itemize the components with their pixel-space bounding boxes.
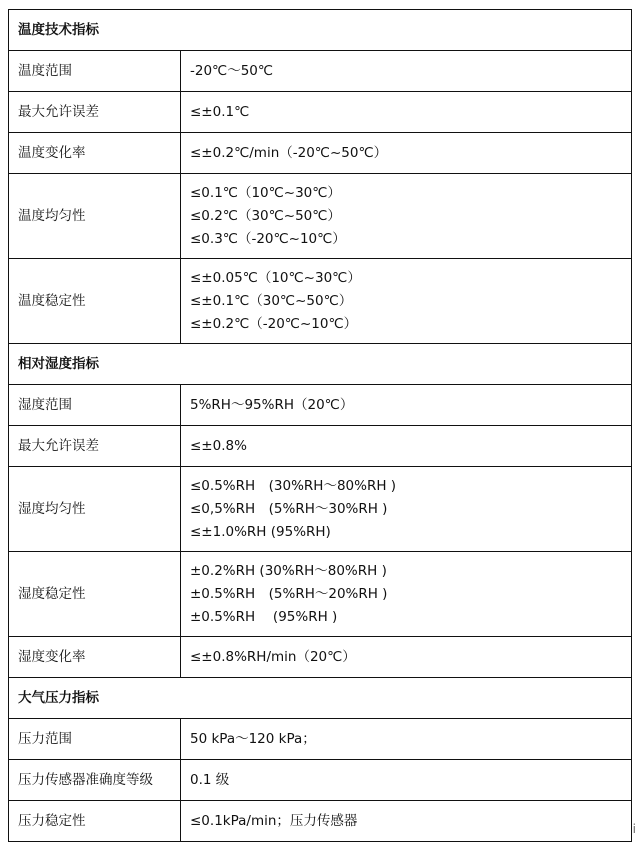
row-value — [181, 385, 632, 426]
value-line: 0.1 级 — [190, 771, 230, 788]
row-label: 温度变化率 — [9, 133, 181, 174]
value-line: ≤0.3℃（-20℃~10℃） — [190, 230, 346, 247]
section-header-pressure — [9, 678, 632, 719]
value-line: ≤0.1kPa/min；压力传感器 — [190, 812, 358, 829]
section-title: 温度技术指标 — [9, 10, 632, 51]
table-row — [9, 259, 632, 344]
section-title: 大气压力指标 — [9, 678, 632, 719]
row-value — [181, 133, 632, 174]
row-label: 最大允许误差 — [9, 426, 181, 467]
row-value — [181, 719, 632, 760]
table-row — [9, 426, 632, 467]
row-value — [181, 552, 632, 637]
table-row — [9, 174, 632, 259]
row-label: 压力传感器准确度等级 — [9, 760, 181, 801]
section-title: 相对湿度指标 — [9, 344, 632, 385]
value-line: -20℃～50℃ — [190, 62, 274, 79]
corner-mark: i — [632, 822, 636, 836]
row-label: 湿度均匀性 — [9, 467, 181, 552]
row-value — [181, 760, 632, 801]
table-row — [9, 760, 632, 801]
row-label: 湿度稳定性 — [9, 552, 181, 637]
section-header-temperature — [9, 10, 632, 51]
value-line: ≤0,5%RH (5%RH～30%RH ) — [190, 500, 388, 517]
value-line: ≤0.2℃（30℃~50℃） — [190, 207, 341, 224]
table-row — [9, 719, 632, 760]
section-header-humidity — [9, 344, 632, 385]
table-row — [9, 801, 632, 842]
row-value — [181, 426, 632, 467]
row-value — [181, 174, 632, 259]
value-line: ≤±0.1℃（30℃~50℃） — [190, 292, 353, 309]
table-row — [9, 552, 632, 637]
row-label: 湿度变化率 — [9, 637, 181, 678]
value-line: ±0.2%RH (30%RH～80%RH ) — [190, 562, 387, 579]
row-label: 压力稳定性 — [9, 801, 181, 842]
table-row — [9, 385, 632, 426]
value-line: ±0.5%RH (5%RH～20%RH ) — [190, 585, 388, 602]
row-value — [181, 637, 632, 678]
table-row — [9, 133, 632, 174]
value-line: ≤0.5%RH (30%RH～80%RH ) — [190, 477, 397, 494]
row-label: 最大允许误差 — [9, 92, 181, 133]
row-label: 压力范围 — [9, 719, 181, 760]
row-value — [181, 92, 632, 133]
table-row — [9, 467, 632, 552]
value-line: ±0.5%RH (95%RH ) — [190, 608, 338, 625]
spec-table — [8, 9, 632, 842]
row-label: 温度稳定性 — [9, 259, 181, 344]
value-line: 50 kPa～120 kPa； — [190, 730, 316, 747]
row-value — [181, 51, 632, 92]
value-line: ≤±1.0%RH (95%RH) — [190, 523, 331, 540]
value-line: ≤±0.2℃/min（-20℃~50℃） — [190, 144, 388, 161]
row-value — [181, 801, 632, 842]
value-line: ≤0.1℃（10℃~30℃） — [190, 184, 341, 201]
row-value — [181, 259, 632, 344]
table-row — [9, 51, 632, 92]
row-label: 温度范围 — [9, 51, 181, 92]
table-row — [9, 637, 632, 678]
value-line: 5%RH～95%RH（20℃） — [190, 396, 354, 413]
value-line: ≤±0.05℃（10℃~30℃） — [190, 269, 361, 286]
row-label: 温度均匀性 — [9, 174, 181, 259]
table-row — [9, 92, 632, 133]
value-line: ≤±0.8%RH/min（20℃） — [190, 648, 356, 665]
value-line: ≤±0.1℃ — [190, 103, 250, 120]
row-label: 湿度范围 — [9, 385, 181, 426]
value-line: ≤±0.8% — [190, 437, 247, 454]
value-line: ≤±0.2℃（-20℃~10℃） — [190, 315, 358, 332]
row-value — [181, 467, 632, 552]
